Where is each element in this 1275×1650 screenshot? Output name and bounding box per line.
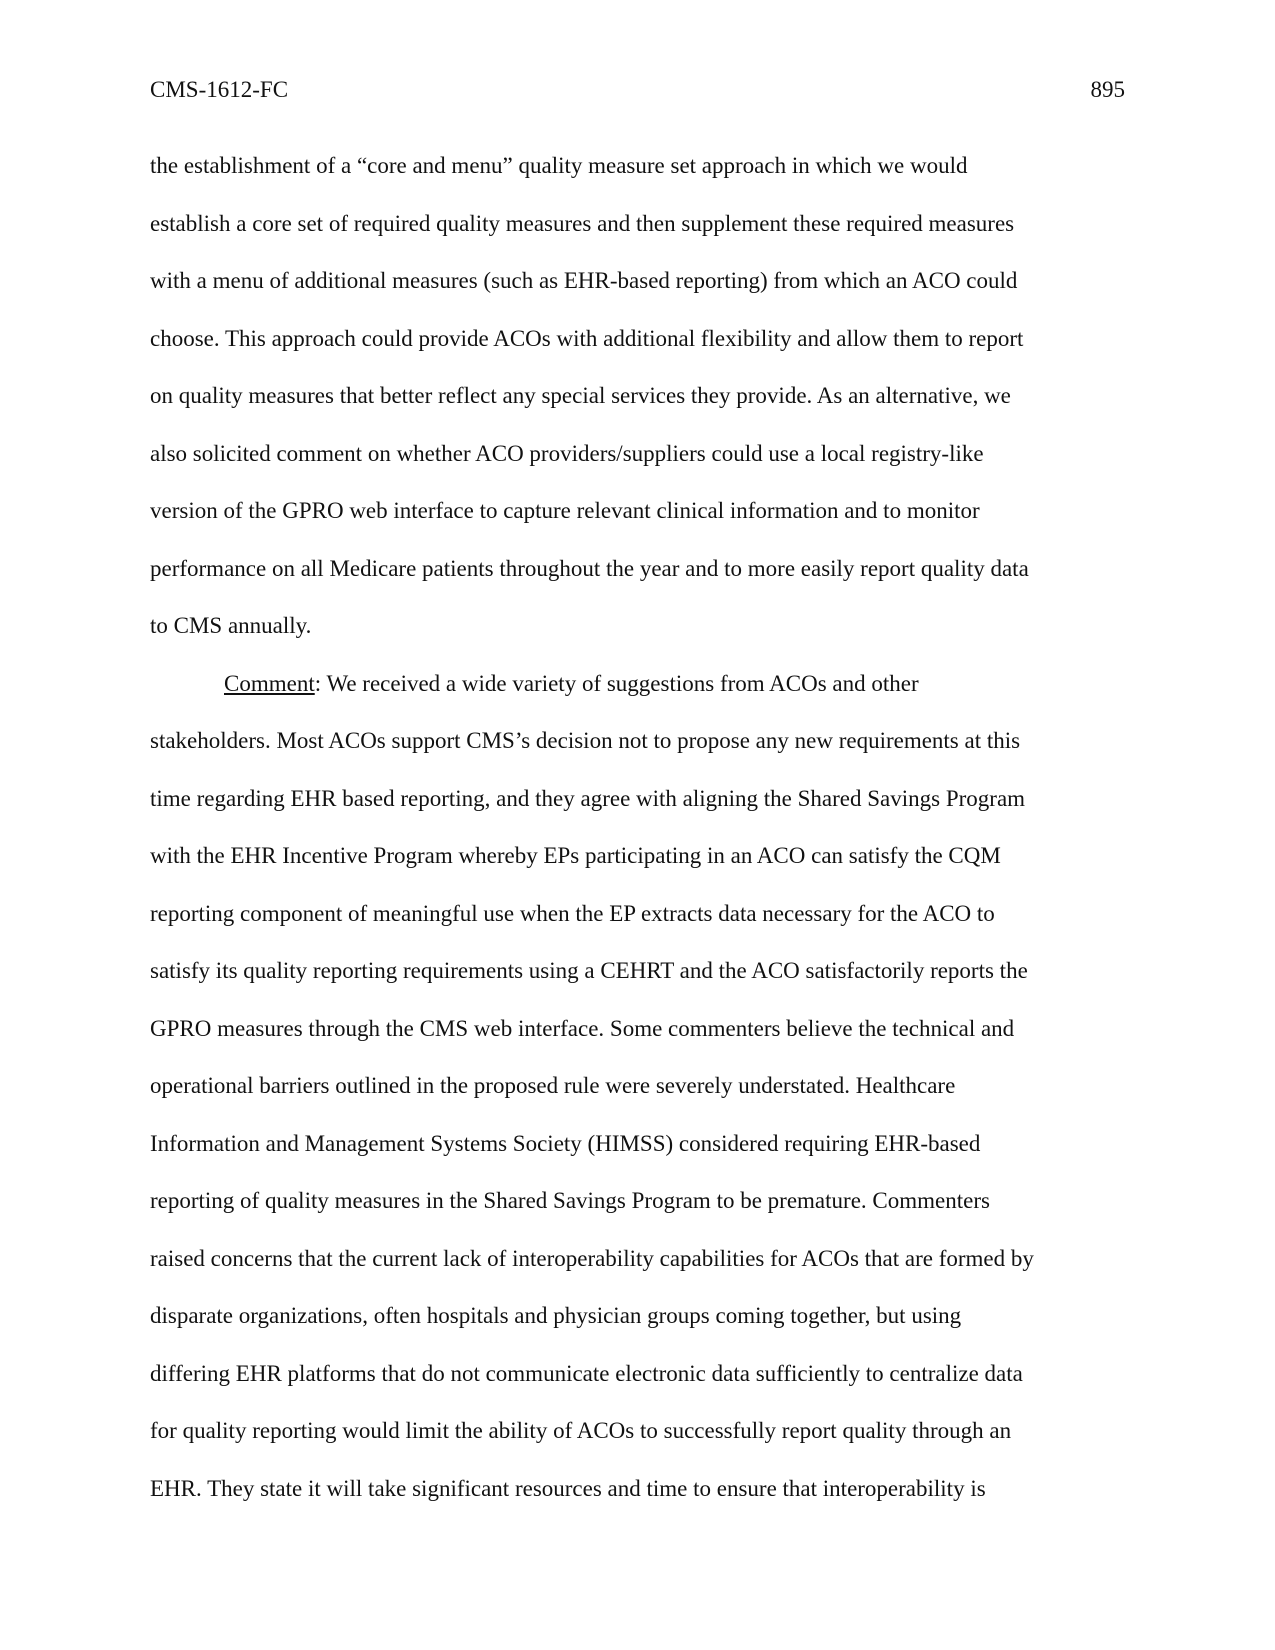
page-header — [150, 70, 1125, 110]
text-line: the establishment of a “core and menu” quality measure set approach in which we would — [150, 153, 968, 178]
document-body — [150, 137, 1125, 1517]
text-line: with the EHR Incentive Program whereby EPs participating in an ACO can satisfy the CQM — [150, 843, 1001, 868]
text-line: reporting component of meaningful use when the EP extracts data necessary for the ACO to — [150, 900, 995, 926]
page-number: 895 — [1090, 77, 1125, 102]
comment-intro-text: : We received a wide variety of suggestions from ACOs and other — [314, 670, 919, 696]
text-line: stakeholders. Most ACOs support CMS’s decision not to propose any new requirements at this — [150, 728, 1021, 753]
text-line: reporting of quality measures in the Shared Savings Program to be premature. Commenters — [150, 1188, 990, 1213]
text-line-first — [150, 655, 1125, 713]
paragraph-2 — [150, 655, 1125, 1518]
comment-label: Comment — [224, 670, 315, 696]
text-line: on quality measures that better reflect any special services they provide. As an alternative, we — [150, 383, 1011, 408]
text-line: disparate organizations, often hospitals and physician groups coming together, but using — [150, 1303, 962, 1328]
text-line: time regarding EHR based reporting, and they agree with aligning the Shared Savings Program — [150, 785, 1026, 811]
text-line: choose. This approach could provide ACOs with additional flexibility and allow them to report — [150, 325, 1024, 351]
text-line: GPRO measures through the CMS web interface. Some commenters believe the technical and — [150, 1015, 1015, 1041]
text-line: with a menu of additional measures (such as EHR-based reporting) from which an ACO could — [150, 268, 1018, 293]
text-line: also solicited comment on whether ACO providers/suppliers could use a local registry-like — [150, 440, 984, 466]
text-line: to CMS annually. — [150, 613, 312, 638]
text-line: establish a core set of required quality measures and then supplement these required measures — [150, 210, 1015, 236]
text-line: operational barriers outlined in the proposed rule were severely understated. Healthcare — [150, 1073, 956, 1098]
text-line: version of the GPRO web interface to capture relevant clinical information and to monitor — [150, 498, 980, 523]
text-line: differing EHR platforms that do not communicate electronic data sufficiently to centralize data — [150, 1360, 1023, 1386]
text-line: Information and Management Systems Society (HIMSS) considered requiring EHR-based — [150, 1130, 981, 1156]
paragraph-1 — [150, 137, 1125, 655]
text-line: satisfy its quality reporting requirements using a CEHRT and the ACO satisfactorily reports the — [150, 958, 1028, 983]
document-id: CMS-1612-FC — [150, 77, 289, 102]
text-line: raised concerns that the current lack of interoperability capabilities for ACOs that are formed by — [150, 1245, 1034, 1271]
text-line: EHR. They state it will take significant resources and time to ensure that interoperability is — [150, 1475, 986, 1501]
text-line: for quality reporting would limit the ability of ACOs to successfully report quality through an — [150, 1418, 1012, 1443]
text-line: performance on all Medicare patients throughout the year and to more easily report quality data — [150, 555, 1029, 581]
